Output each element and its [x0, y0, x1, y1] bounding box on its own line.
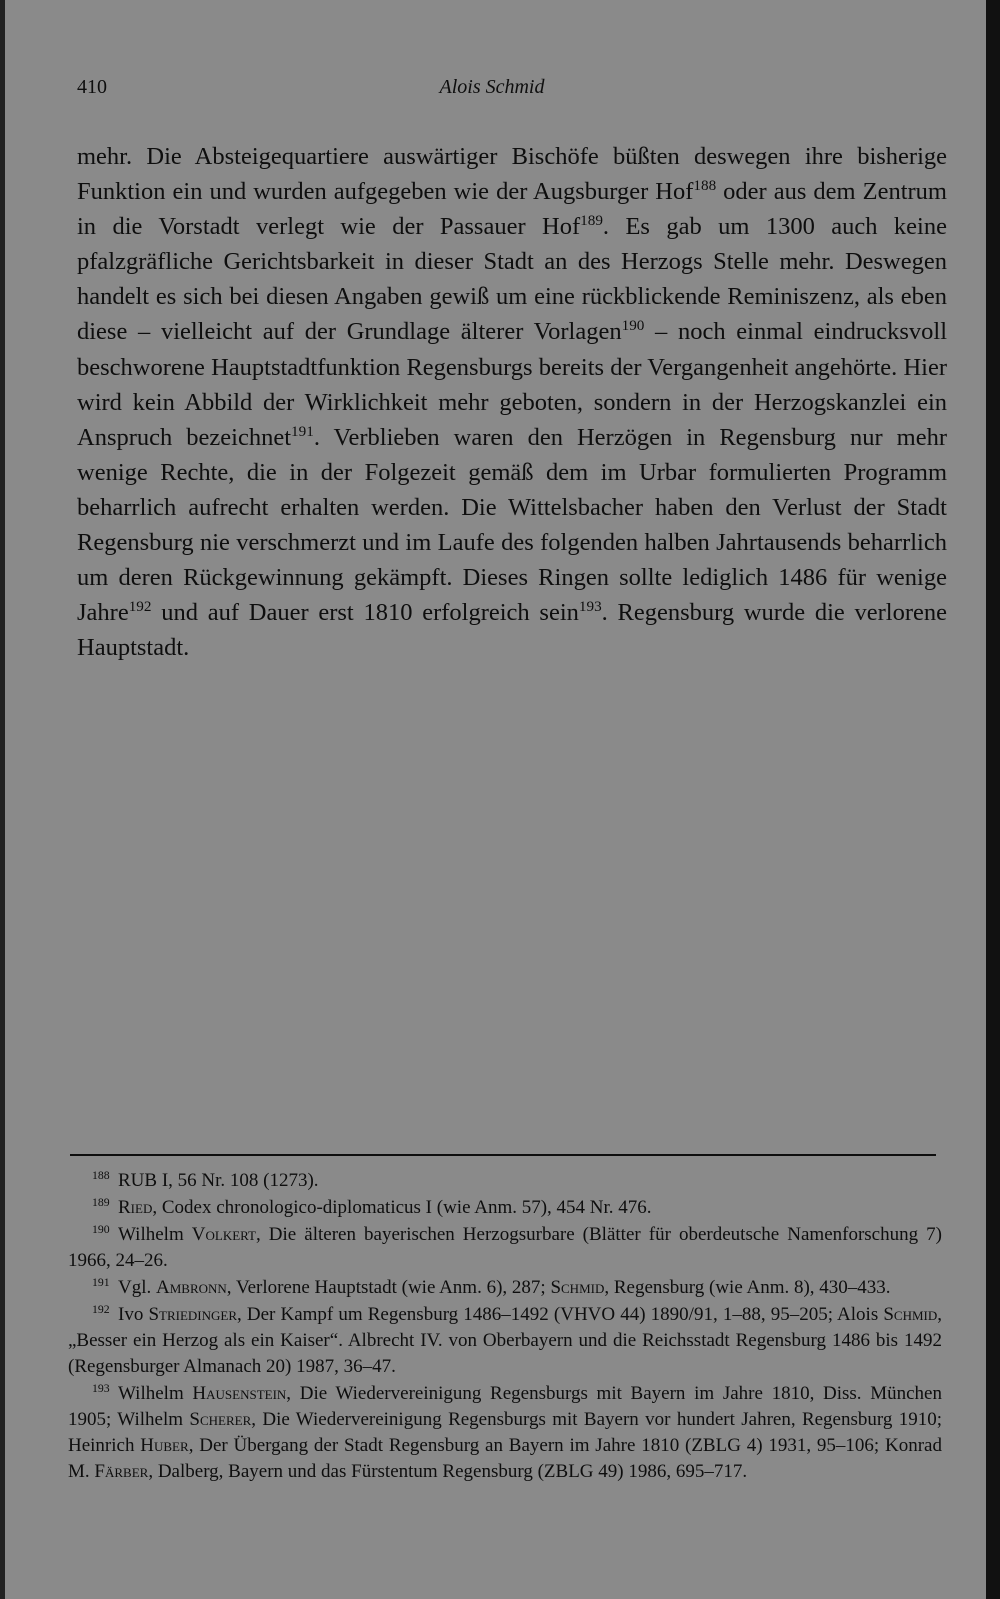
scan-edge-right — [986, 0, 1000, 1599]
author-name: Ambronn — [156, 1277, 227, 1298]
footnote-text: RUB I, 56 Nr. 108 (1273). — [118, 1170, 319, 1191]
author-name: Färber — [94, 1461, 149, 1482]
footnote-divider — [70, 1154, 936, 1156]
body-text-segment: – noch einmal eindrucksvoll beschworene Hauptstadtfunktion Regensburgs bereits der Vergangenheit angehörte. Hier wird kein Abbild der Wirklichkeit mehr geboten, sondern in der Herzogskanzlei ein Anspruch bezeichnet — [77, 318, 947, 451]
footnote-192: $^{192}$ Ivo Striedinger, Der Kampf um Regensburg 1486–1492 (VHVO 44) 1890/91, 1–88, 95–205; Alois Schmid, „Besser ein Herzog als ein Kaiser“. Albrecht IV. von Oberbayern und die Reichsstadt Regensburg 1486 bis 1492 (Regensburger Almanach 20) 1987, 36–47. — [68, 1302, 942, 1377]
footnote-text: , „Besser ein Herzog als ein Kaiser“. Albrecht IV. von Oberbayern und die Reichsstadt Regensburg 1486 bis 1492 (Regensburger Almanach 20) 1987, 36–47. — [68, 1304, 942, 1377]
footnote-ref[interactable]: 189 — [580, 212, 603, 230]
footnote-text: Ivo — [118, 1304, 149, 1325]
footnote-text: , Codex chronologico-diplomaticus I (wie Anm. 57), 454 Nr. 476. — [152, 1197, 652, 1218]
footnote-text: , Die Wiedervereinigung Regensburgs mit Bayern im Jahre 1810, Diss. München 1905; Wilhelm — [68, 1383, 942, 1430]
footnote-ref[interactable]: 192 — [128, 598, 152, 616]
page-number: 410 — [77, 76, 107, 98]
author-name: Hausenstein — [192, 1383, 287, 1404]
footnote-189: $^{189}$ Ried, Codex chronologico-diplomaticus I (wie Anm. 57), 454 Nr. 476. — [92, 1195, 652, 1218]
body-text-segment: . Es gab um 1300 auch keine pfalzgräfliche Gerichtsbarkeit in dieser Stadt an des Herzogs Stelle mehr. Deswegen handelt es sich bei diesen Angaben gewiß um eine rückblickende Reminiszenz, als eben diese – vielleicht auf der Grundlage älterer Vorlagen — [77, 213, 947, 346]
footnote-text: , Der Kampf um Regensburg 1486–1492 (VHVO 44) 1890/91, 1–88, 95–205; Alois — [237, 1304, 884, 1325]
author-name: Schmid — [550, 1277, 605, 1298]
footnote-text: , Die Wiedervereinigung Regensburgs mit Bayern vor hundert Jahren, Regensburg 1910; Heinrich — [68, 1409, 943, 1456]
footnote-text: , Verlorene Hauptstadt (wie Anm. 6), 287; — [226, 1277, 551, 1298]
footnote-193: $^{193}$ Wilhelm Hausenstein, Die Wiedervereinigung Regensburgs mit Bayern im Jahre 1810, Diss. München 1905; Wilhelm Scherer, Die Wiedervereinigung Regensburgs mit Bayern vor hundert Jahren, Regensburg 1910; Heinrich Huber, Der Übergang der Stadt Regensburg an Bayern im Jahre 1810 (ZBLG 4) 1931, 95–106; Konrad M. Färber, Dalberg, Bayern und das Fürstentum Regensburg (ZBLG 49) 1986, 695–717. — [68, 1381, 943, 1482]
footnote-text: , Die älteren bayerischen Herzogsurbare (Blätter für oberdeutsche Namenforschung 7) 1966, 24–26. — [68, 1224, 942, 1271]
footnote-ref[interactable]: 190 — [621, 317, 645, 335]
footnote-191: $^{191}$ Vgl. Ambronn, Verlorene Hauptstadt (wie Anm. 6), 287; Schmid, Regensburg (wie Anm. 8), 430–433. — [92, 1275, 891, 1298]
footnote-text: Wilhelm — [118, 1224, 192, 1245]
author-name: Scherer — [189, 1409, 252, 1430]
footnote-188: $^{188}$ RUB I, 56 Nr. 108 (1273). — [92, 1168, 319, 1191]
author-name: Huber — [140, 1435, 189, 1456]
footnote-text: , Dalberg, Bayern und das Fürstentum Regensburg (ZBLG 49) 1986, 695–717. — [148, 1461, 748, 1482]
body-text-segment: . Regensburg wurde die verlorene Hauptstadt. — [77, 599, 947, 662]
footnote-ref[interactable]: 188 — [693, 176, 717, 194]
footnote-190: $^{190}$ Wilhelm Volkert, Die älteren bayerischen Herzogsurbare (Blätter für oberdeutsche Namenforschung 7) 1966, 24–26. — [68, 1222, 942, 1271]
footnote-text: , Der Übergang der Stadt Regensburg an Bayern im Jahre 1810 (ZBLG 4) 1931, 95–106; Konrad M. — [68, 1435, 942, 1482]
footnotes — [68, 1168, 942, 1486]
body-paragraph — [77, 139, 947, 665]
body-text-segment: mehr. Die Absteigequartiere auswärtiger Bischöfe büßten deswegen ihre bisherige Funktion ein und wurden aufgegeben wie der Augsburger Hof — [77, 143, 947, 206]
body-text-segment: oder aus dem Zentrum in die Vorstadt verlegt wie der Passauer Hof — [77, 178, 947, 241]
body-text-segment: und auf Dauer erst 1810 erfolgreich sein — [151, 599, 579, 627]
author-name: Schmid — [883, 1304, 938, 1325]
footnote-ref[interactable]: 193 — [578, 598, 602, 616]
footnote-text: Wilhelm — [118, 1383, 193, 1404]
running-head — [77, 76, 907, 102]
footnote-text: , Regensburg (wie Anm. 8), 430–433. — [604, 1277, 891, 1298]
scan-edge-left — [0, 0, 5, 1599]
author-name: Striedinger — [148, 1304, 238, 1325]
footnote-ref[interactable]: 191 — [291, 422, 314, 440]
footnote-text: Vgl. — [118, 1277, 156, 1298]
running-title: Alois Schmid — [439, 76, 545, 98]
body-text-segment: . Verblieben waren den Herzögen in Regensburg nur mehr wenige Rechte, die in der Folgezeit gemäß dem im Urbar formulierten Programm beharrlich aufrecht erhalten werden. Die Wittelsbacher haben den Verlust der Stadt Regensburg nie verschmerzt und im Laufe des folgenden halben Jahrtausends beharrlich um deren Rückgewinnung gekämpft. Dieses Ringen sollte lediglich 1486 für wenige Jahre — [77, 423, 947, 627]
author-name: Volkert — [191, 1224, 256, 1245]
author-name: Ried — [118, 1197, 153, 1218]
